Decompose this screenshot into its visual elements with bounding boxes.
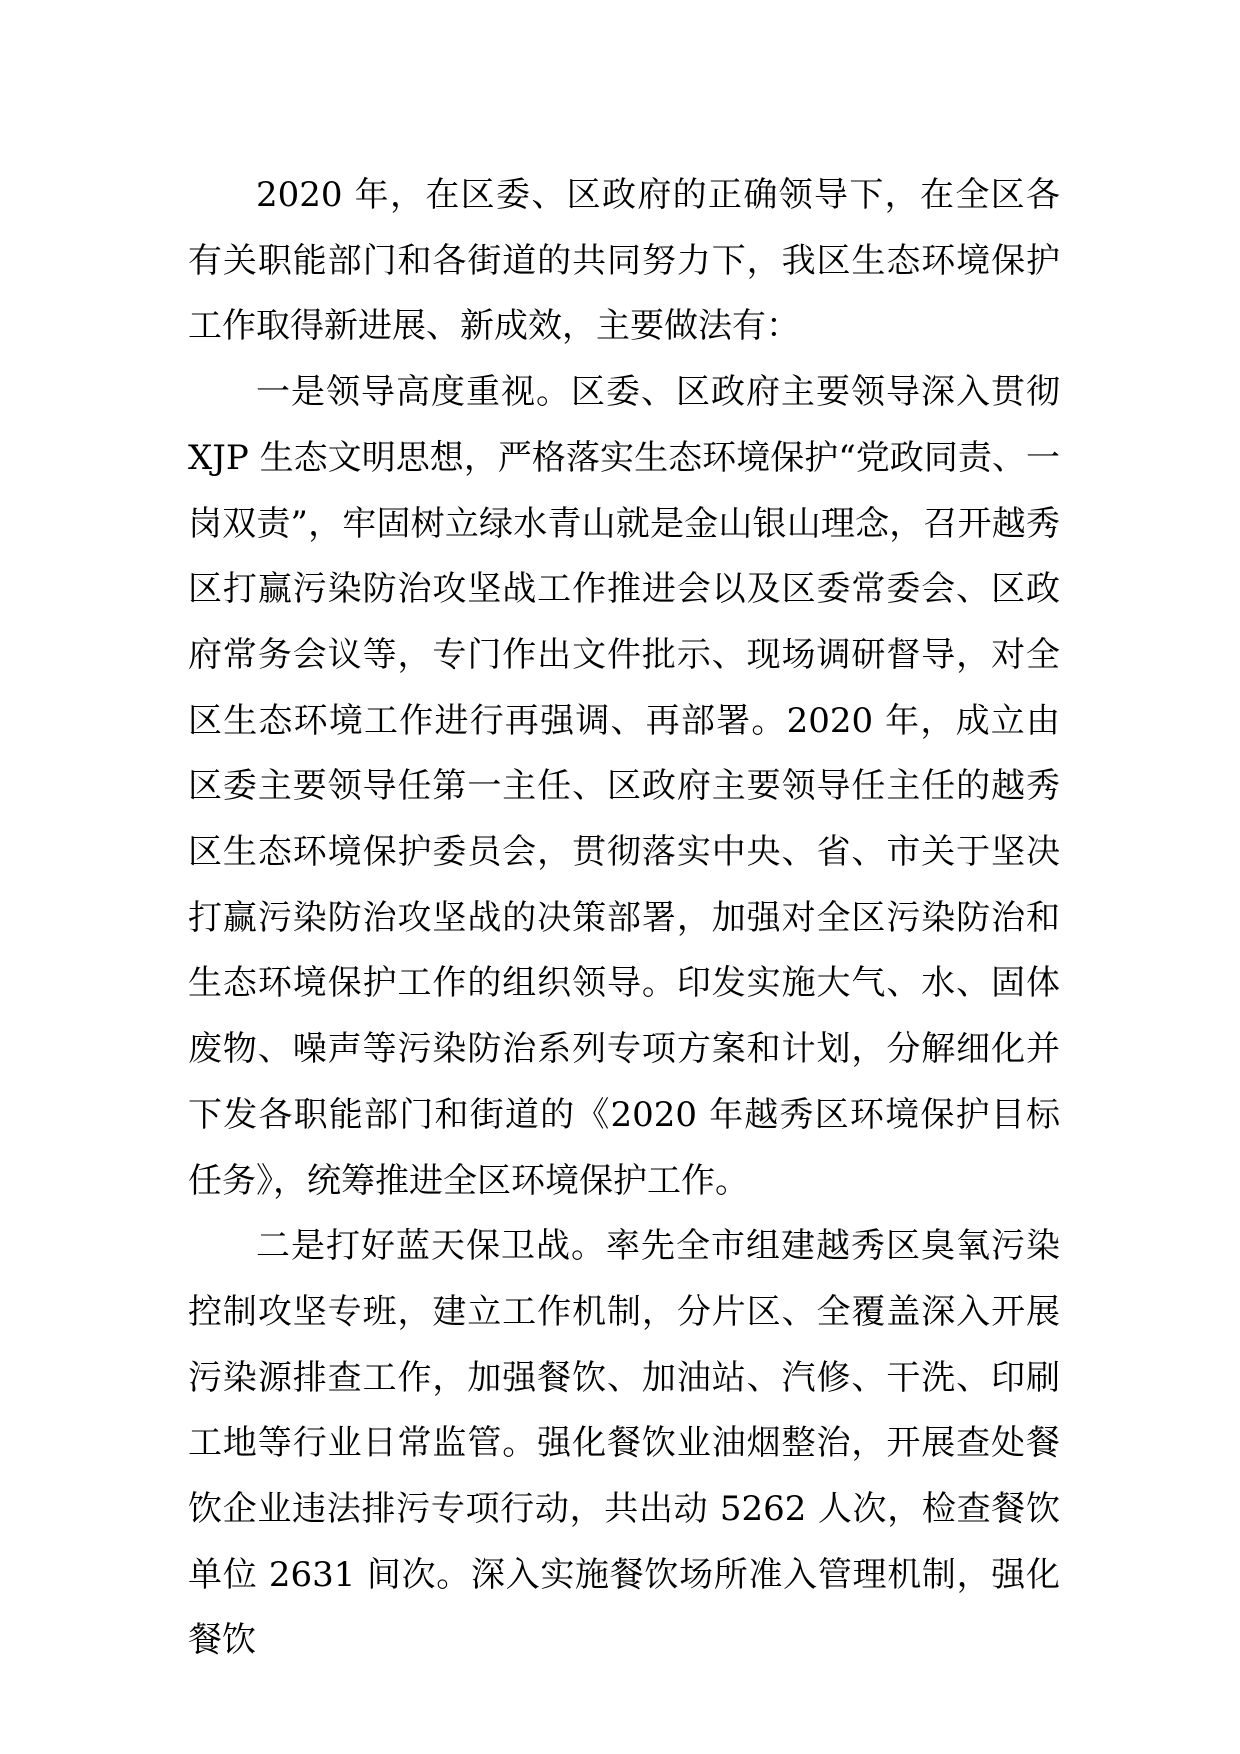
paragraph-leadership: 一是领导高度重视。区委、区政府主要领导深入贯彻XJP 生态文明思想，严格落实生态环境保护“党政同责、一岗双责”，牢固树立绿水青山就是金山银山理念，召开越秀区打赢污染防治攻坚战工作推进会以及区委常委会、区政府常务会议等，专门作出文件批示、现场调研督导，对全区生态环境工作进行再强调、再部署。2020 年，成立由区委主要领导任第一主任、区政府主要领导任主任的越秀区生态环境保护委员会，贯彻落实中央、省、市关于坚决打赢污染防治攻坚战的决策部署，加强对全区污染防治和生态环境保护工作的组织领导。印发实施大气、水、固体废物、噪声等污染防治系列专项方案和计划，分解细化并下发各职能部门和街道的《2020 年越秀区环境保护目标任务》，统筹推进全区环境保护工作。 — [188, 372, 1060, 1201]
document-body — [188, 163, 1060, 1674]
paragraph-blue-sky: 二是打好蓝天保卫战。率先全市组建越秀区臭氧污染控制攻坚专班，建立工作机制，分片区、全覆盖深入开展污染源排查工作，加强餐饮、加油站、汽修、干洗、印刷工地等行业日常监管。强化餐饮业油烟整治，开展查处餐饮企业违法排污专项行动，共出动 5262 人次，检查餐饮单位 2631 间次。深入实施餐饮场所准入管理机制，强化餐饮 — [188, 1226, 1060, 1661]
paragraph-intro: 2020 年，在区委、区政府的正确领导下，在全区各有关职能部门和各街道的共同努力下，我区生态环境保护工作取得新进展、新成效，主要做法有： — [188, 175, 1060, 347]
